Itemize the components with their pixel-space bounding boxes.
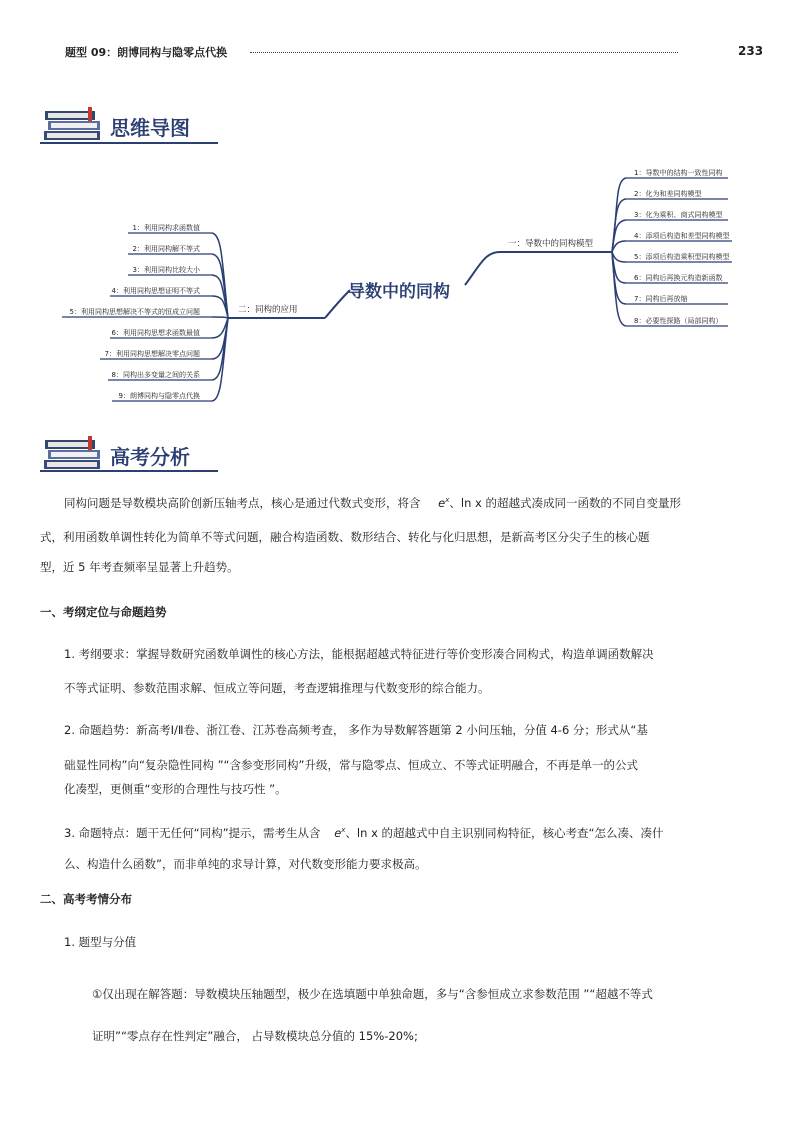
intro-text-b: 、ln x 的超越式凑成同一函数的不同自变量形 — [449, 495, 681, 510]
intro-line-2: 式，利用函数单调性转化为简单不等式问题，融合构造函数、数形结合、转化与化归思想，是新高考区分尖子生的核心题 — [40, 530, 650, 544]
mindmap-left-item: 2：利用同构解不等式 — [132, 245, 200, 253]
intro-line-3: 型，近 5 年考查频率呈显著上升趋势。 — [40, 560, 239, 574]
mindmap-left-item: 3：利用同构比较大小 — [132, 266, 200, 274]
subheading-question-type: 1. 题型与分值 — [64, 935, 137, 949]
mindmap-branch-left: 二：同构的应用 — [238, 305, 298, 315]
para-1-line-2: 不等式证明、参数范围求解、恒成立等问题，考查逻辑推理与代数变形的综合能力。 — [64, 681, 490, 695]
mindmap-branch-right: 一：导数中的同构模型 — [508, 239, 594, 249]
mindmap-right-item: 3：化为乘积、商式同构模型 — [634, 211, 723, 219]
mindmap-section-title: 思维导图 — [110, 116, 190, 140]
mindmap-center-node: 导数中的同构 — [348, 282, 450, 302]
mindmap-left-item: 7：利用同构思想解决零点问题 — [104, 350, 200, 358]
para-3-text-b: 、ln x 的超越式中自主识别同构特征，核心考查“怎么凑、凑什 — [345, 825, 664, 840]
mindmap-left-item: 1：利用同构求函数值 — [132, 224, 200, 232]
para-2-line-2: 础显性同构”向“复杂隐性同构 ”“含参变形同构”升级，常与隐零点、恒成立、不等式证明融合，不再是单一的公式 — [64, 758, 638, 772]
mindmap-right-item: 6：同构后再换元构造新函数 — [634, 274, 723, 282]
mindmap-right-item: 4：添项后构造和差型同构模型 — [634, 232, 730, 240]
running-header-title: 题型 09：朗博同构与隐零点代换 — [65, 46, 228, 59]
bullet-1-line-2: 证明”“零点存在性判定”融合， 占导数模块总分值的 15%-20%; — [92, 1029, 418, 1043]
heading-exam-positioning: 一、考纲定位与命题趋势 — [40, 605, 167, 619]
books-icon — [42, 103, 104, 143]
section-underline — [40, 470, 218, 472]
books-icon — [42, 432, 104, 472]
math-e: e — [438, 495, 446, 510]
para-3-text-a: 3. 命题特点：题干无任何“同构”提示，需考生从含 — [64, 825, 321, 840]
para-3-line-1 — [64, 821, 664, 842]
mindmap-left-item: 4：利用同构思想证明不等式 — [111, 287, 200, 295]
intro-text-a: 同构问题是导数模块高阶创新压轴考点，核心是通过代数式变形，将含 — [64, 495, 421, 510]
heading-exam-distribution: 二、高考考情分布 — [40, 892, 132, 906]
page-number: 233 — [738, 44, 764, 58]
intro-line-1 — [64, 491, 681, 512]
math-exp-x: x — [341, 826, 346, 834]
para-2-line-1: 2. 命题趋势：新高考Ⅰ/Ⅱ卷、浙江卷、江苏卷高频考查， 多作为导数解答题第 2 小问压轴，分值 4-6 分；形式从“基 — [64, 723, 648, 737]
analysis-section-title: 高考分析 — [110, 445, 190, 469]
mindmap-right-item: 2：化为和差同构模型 — [634, 190, 702, 198]
mindmap-left-item: 6：利用同构思想求函数最值 — [111, 329, 200, 337]
mindmap-right-item: 8：必要性探路（局部同构） — [634, 317, 723, 325]
header-leader-dots — [250, 52, 678, 53]
para-3-line-2: 么、构造什么函数”，而非单纯的求导计算，对代数变形能力要求极高。 — [64, 857, 427, 871]
mindmap-right-item: 1：导数中的结构一致性同构 — [634, 169, 723, 177]
mindmap-left-item: 9：朗博同构与隐零点代换 — [118, 392, 200, 400]
para-1-line-1: 1. 考纲要求：掌握导数研究函数单调性的核心方法，能根据超越式特征进行等价变形凑合同构式，构造单调函数解决 — [64, 647, 654, 661]
section-underline — [40, 142, 218, 144]
mindmap-right-item: 5：添项后构造乘积型同构模型 — [634, 253, 730, 261]
math-exp-x: x — [445, 496, 450, 504]
bullet-1-line-1: ①仅出现在解答题：导数模块压轴题型，极少在选填题中单独命题，多与“含参恒成立求参数范围 ”“超越不等式 — [92, 987, 653, 1001]
para-2-line-3: 化凑型，更侧重“变形的合理性与技巧性 ”。 — [64, 782, 287, 796]
mindmap-right-item: 7：同构后再放缩 — [634, 295, 688, 303]
mindmap-left-item: 8：同构出多变量之间的关系 — [111, 371, 200, 379]
math-e: e — [334, 825, 342, 840]
mindmap-left-item: 5：利用同构思想解决不等式的恒成立问题 — [69, 308, 200, 316]
